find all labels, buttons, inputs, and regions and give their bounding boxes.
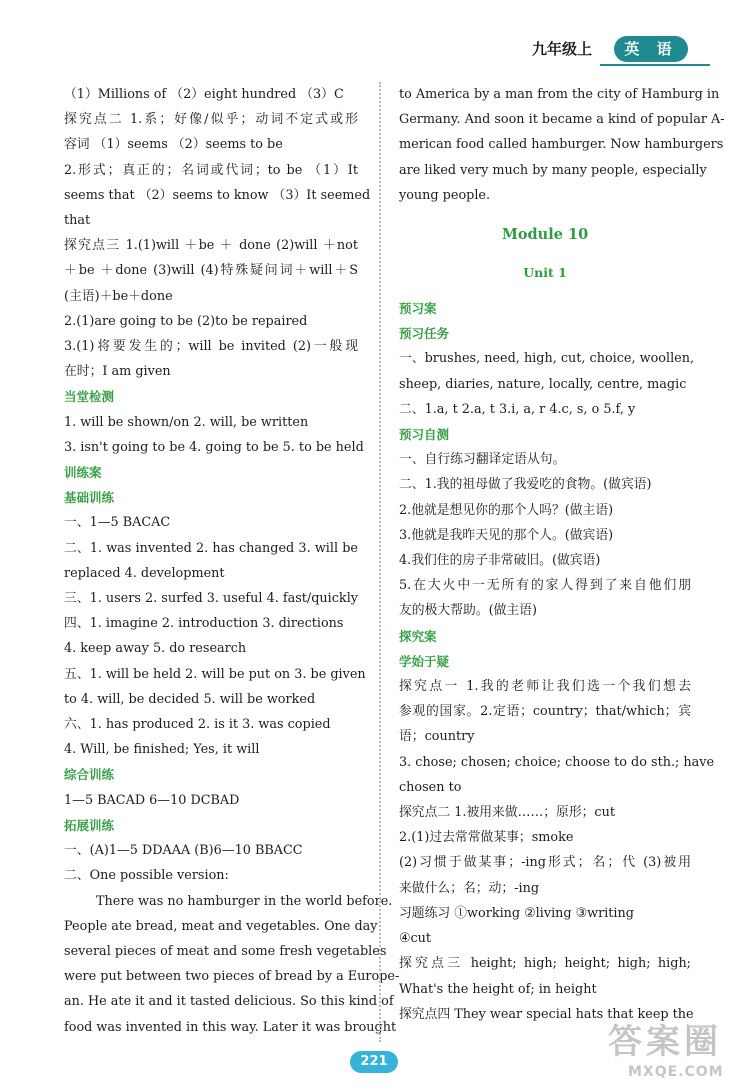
- answer-line: 一、1—5 BACAC: [64, 515, 171, 531]
- answer-line: 三、1. users 2. surfed 3. useful 4. fast/quickly: [64, 591, 359, 607]
- subject-badge: 英 语: [614, 36, 688, 62]
- answer-line: young people.: [399, 187, 491, 203]
- answer-line: There was no hamburger in the world before.: [96, 893, 393, 909]
- section-heading: 预习自测: [399, 427, 450, 443]
- answer-line: 探究点二 1.系；好像/似乎；动词不定式或形: [64, 112, 358, 128]
- answer-line: 2.(1)过去常常做某事；smoke: [399, 830, 574, 846]
- column-divider: [379, 82, 381, 1042]
- answer-line: Germany. And soon it became a kind of popular A-: [399, 112, 725, 128]
- answer-line: 语；country: [399, 729, 475, 745]
- essay-continuation: [399, 82, 725, 208]
- answer-line: 一、brushes, need, high, cut, choice, woollen,: [399, 351, 695, 367]
- section-heading: 预习任务: [399, 326, 450, 342]
- page-number: 221: [350, 1051, 398, 1073]
- answer-line: 容词 （1）seems （2）seems to be: [64, 137, 283, 153]
- header-underline: [600, 64, 710, 66]
- answer-line: 参观的国家。2.定语；country；that/which；宾: [399, 704, 691, 720]
- answer-line: 探究点三 height; high; height; high; high;: [399, 956, 691, 972]
- answer-line: 在时；I am given: [64, 364, 171, 380]
- answer-line: （1）Millions of （2）eight hundred （3）C: [64, 87, 344, 102]
- answer-line: seems that （2）seems to know （3）It seemed: [64, 187, 371, 203]
- answer-line: People ate bread, meat and vegetables. One day: [64, 918, 378, 934]
- watermark-logo: [598, 1014, 738, 1084]
- answer-line: 1. will be shown/on 2. will, be written: [64, 414, 309, 430]
- answer-line: 探究点三 1.(1)will ＋be ＋ done (2)will ＋not: [64, 238, 358, 254]
- section-heading: 基础训练: [64, 490, 115, 506]
- answer-line: 六、1. has produced 2. is it 3. was copied: [64, 717, 331, 733]
- answer-line: 二、One possible version:: [64, 868, 229, 884]
- unit-title: Unit 1: [523, 265, 567, 281]
- answer-line: 二、1.我的祖母做了我爱吃的食物。(做宾语): [399, 477, 652, 493]
- answer-line: chosen to: [399, 779, 462, 795]
- answer-line: 探究点一 1.我的老师让我们选一个我们想去: [399, 679, 691, 695]
- answer-line: 友的极大帮助。(做主语): [399, 603, 537, 619]
- answer-line: 2.形式；真正的；名词或代词；to be （1）It: [64, 162, 358, 178]
- left-column: [64, 82, 400, 1040]
- answer-line: that: [64, 213, 91, 229]
- answer-line: ＋be ＋done (3)will (4)特殊疑问词＋will＋S: [64, 263, 358, 279]
- answer-line: 习题练习 ①working ②living ③writing: [399, 905, 634, 921]
- answer-line: 3. chose; chosen; choice; choose to do sth.; have: [399, 754, 715, 770]
- answer-line: to 4. will, be decided 5. will be worked: [64, 691, 316, 707]
- answer-line: (2)习惯于做某事；-ing形式；名；代 (3)被用: [399, 855, 691, 871]
- section-heading: 学始于疑: [399, 653, 450, 669]
- answer-line: 2.他就是想见你的那个人吗？(做主语): [399, 502, 614, 518]
- header-grade: 九年级上: [532, 40, 593, 58]
- answer-line: What's the height of; in height: [399, 981, 597, 997]
- answer-line: 5.在大火中一无所有的家人得到了来自他们朋: [399, 578, 691, 594]
- section-heading: 预习案: [399, 301, 437, 317]
- answer-line: 二、1. was invented 2. has changed 3. will be: [64, 540, 358, 556]
- answer-line: 3.(1)将要发生的；will be invited (2)一般现: [64, 339, 358, 355]
- answer-line: were put between two pieces of bread by a Europe-: [64, 969, 400, 985]
- answer-line: 探究点四 They wear special hats that keep the: [399, 1006, 694, 1022]
- answer-line: (主语)＋be＋done: [64, 288, 173, 304]
- section-heading: 当堂检测: [64, 389, 115, 405]
- answer-line: ④cut: [399, 931, 432, 947]
- watermark-text: 答案圈: [608, 1022, 722, 1062]
- answer-line: 4. keep away 5. do research: [64, 641, 247, 657]
- answer-line: sheep, diaries, nature, locally, centre, magic: [399, 376, 687, 392]
- answer-line: to America by a man from the city of Hamburg in: [399, 87, 720, 102]
- answer-line: 3.他就是我昨天见的那个人。(做宾语): [399, 527, 614, 543]
- answer-line: are liked very much by many people, especially: [399, 162, 707, 178]
- section-heading: 综合训练: [64, 767, 115, 783]
- section-heading: 训练案: [64, 465, 102, 481]
- unit-answers: [399, 296, 715, 1027]
- answer-line: merican food called hamburger. Now hamburgers: [399, 137, 724, 153]
- answer-line: 一、自行练习翻译定语从句。: [399, 452, 566, 468]
- answer-line: 3. isn't going to be 4. going to be 5. to be held: [64, 439, 364, 455]
- right-column: [399, 82, 725, 1027]
- answer-line: 2.(1)are going to be (2)to be repaired: [64, 313, 308, 329]
- answer-line: 五、1. will be held 2. will be put on 3. be given: [64, 666, 366, 682]
- answer-line: several pieces of meat and some fresh vegetables: [64, 943, 387, 959]
- answer-line: 4.我们住的房子非常破旧。(做宾语): [399, 553, 601, 569]
- answer-line: 一、(A)1—5 DDAAA (B)6—10 BBACC: [64, 843, 303, 859]
- answer-line: 4. Will, be finished; Yes, it will: [64, 742, 260, 758]
- answer-line: an. He ate it and it tasted delicious. So this kind of: [64, 994, 394, 1010]
- answer-line: 来做什么；名；动；-ing: [399, 880, 540, 896]
- answer-line: 1—5 BACAD 6—10 DCBAD: [64, 792, 240, 808]
- section-heading: 拓展训练: [64, 817, 115, 833]
- answer-line: 二、1.a, t 2.a, t 3.i, a, r 4.c, s, o 5.f, y: [399, 401, 636, 417]
- answer-line: food was invented in this way. Later it was brought: [64, 1019, 397, 1035]
- module-title: Module 10: [501, 226, 589, 244]
- watermark-url: MXQE.COM: [628, 1064, 724, 1080]
- answer-line: 四、1. imagine 2. introduction 3. directions: [64, 616, 344, 632]
- section-heading: 探究案: [399, 628, 437, 644]
- answer-line: 探究点二 1.被用来做……；原形；cut: [399, 805, 615, 821]
- answer-line: replaced 4. development: [64, 565, 225, 581]
